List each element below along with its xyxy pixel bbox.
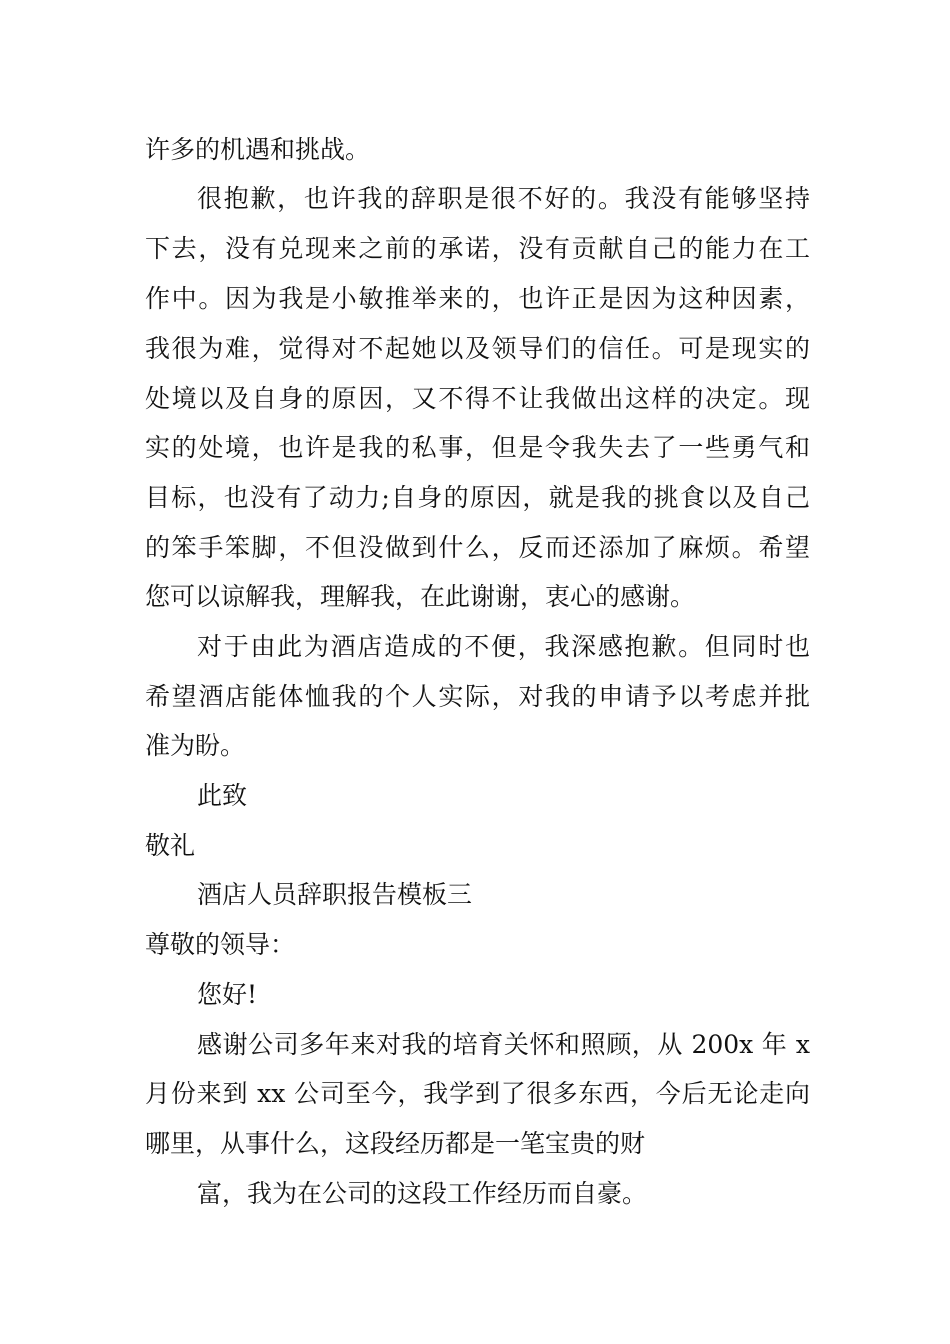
salutation-line: 敬礼 xyxy=(145,831,196,860)
text-line-19: 感谢公司多年来对我的培育关怀和照顾，从 200x 年 x xyxy=(197,1030,810,1059)
text-line-20: 月份来到 xx 公司至今，我学到了很多东西，今后无论走向 xyxy=(145,1079,810,1108)
text-line-3: 下去，没有兑现来之前的承诺，没有贡献自己的能力在工 xyxy=(145,234,810,263)
text-line-6: 处境以及自身的原因，又不得不让我做出这样的决定。现 xyxy=(145,384,810,413)
text-line-22: 富，我为在公司的这段工作经历而自豪。 xyxy=(197,1179,648,1208)
text-line-8: 目标，也没有了动力;自身的原因，就是我的挑食以及自己 xyxy=(145,483,810,512)
text-line-7: 实的处境，也许是我的私事，但是令我失去了一些勇气和 xyxy=(145,433,810,462)
text-line-13: 准为盼。 xyxy=(145,731,246,760)
text-line-4: 作中。因为我是小敏推举来的，也许正是因为这种因素， xyxy=(145,284,810,313)
text-line-11: 对于由此为酒店造成的不便，我深感抱歉。但同时也 xyxy=(197,632,810,661)
text-line-9: 的笨手笨脚，不但没做到什么，反而还添加了麻烦。希望 xyxy=(145,533,810,562)
text-line-12: 希望酒店能体恤我的个人实际，对我的申请予以考虑并批 xyxy=(145,682,810,711)
section-title: 酒店人员辞职报告模板三 xyxy=(197,880,473,909)
closing-line: 此致 xyxy=(197,781,248,810)
greeting-line: 您好! xyxy=(197,980,258,1009)
text-line-5: 我很为难，觉得对不起她以及领导们的信任。可是现实的 xyxy=(145,334,810,363)
greeting-addressee: 尊敬的领导： xyxy=(145,930,296,959)
text-line-2: 很抱歉，也许我的辞职是很不好的。我没有能够坚持 xyxy=(197,184,810,213)
text-line-1: 许多的机遇和挑战。 xyxy=(145,135,371,164)
text-line-10: 您可以谅解我，理解我，在此谢谢，衷心的感谢。 xyxy=(145,582,696,611)
text-line-21: 哪里，从事什么，这段经历都是一笔宝贵的财 xyxy=(145,1129,646,1158)
